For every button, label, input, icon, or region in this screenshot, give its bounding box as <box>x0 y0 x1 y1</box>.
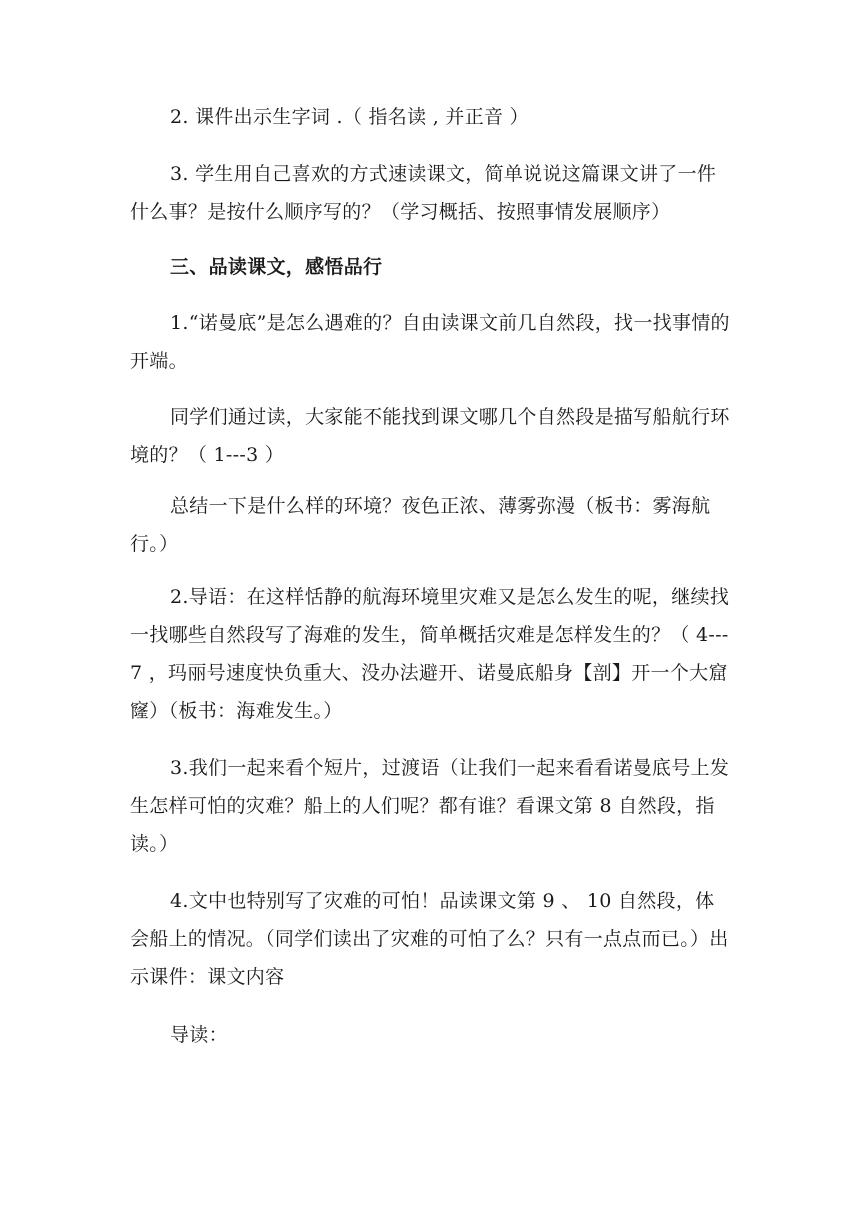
paragraph-speed-reading: 3. 学生用自己喜欢的方式速读课文，简单说说这篇课文讲了一件什么事？是按什么顺序写的？（学习概括、按照事情发展顺序） <box>130 163 717 223</box>
section-heading: 三、品读课文，感悟品行 <box>170 256 383 278</box>
paragraph-question-1: 1.“诺曼底”是怎么遇难的？自由读课文前几自然段，找一找事情的开端。 <box>130 312 730 372</box>
paragraph-navigation-env: 同学们通过读，大家能不能找到课文哪几个自然段是描写船航行环境的？（ 1---3 ） <box>130 406 730 466</box>
paragraph-env-summary: 总结一下是什么样的环境？夜色正浓、薄雾弥漫（板书：雾海航行。） <box>130 495 711 555</box>
paragraph-courseware-words: 2. 课件出示生字词 .（ 指名读 , 并正音 ） <box>170 106 529 128</box>
paragraph-terrible-disaster: 4.文中也特别写了灾难的可怕！品读课文第 9 、 10 自然段，体会船上的情况。（同学们读出了灾难的可怕了么？只有一点点而已。）出示课件：课文内容 <box>130 890 729 988</box>
paragraph-short-film: 3.我们一起来看个短片，过渡语（让我们一起来看看诺曼底号上发生怎样可怕的灾难？船上的人们呢？都有谁？看课文第 8 自然段，指读。） <box>130 757 730 855</box>
paragraph-guided-reading: 导读： <box>170 1024 228 1046</box>
paragraph-disaster-occur: 2.导语：在这样恬静的航海环境里灾难又是怎么发生的呢，继续找一找哪些自然段写了海难的发生，简单概括灾难是怎样发生的？（ 4---7 ，玛丽号速度快负重大、没办法避开、诺曼底船身【剖】开一个大窟窿）（板书：海难发生。） <box>130 586 730 722</box>
